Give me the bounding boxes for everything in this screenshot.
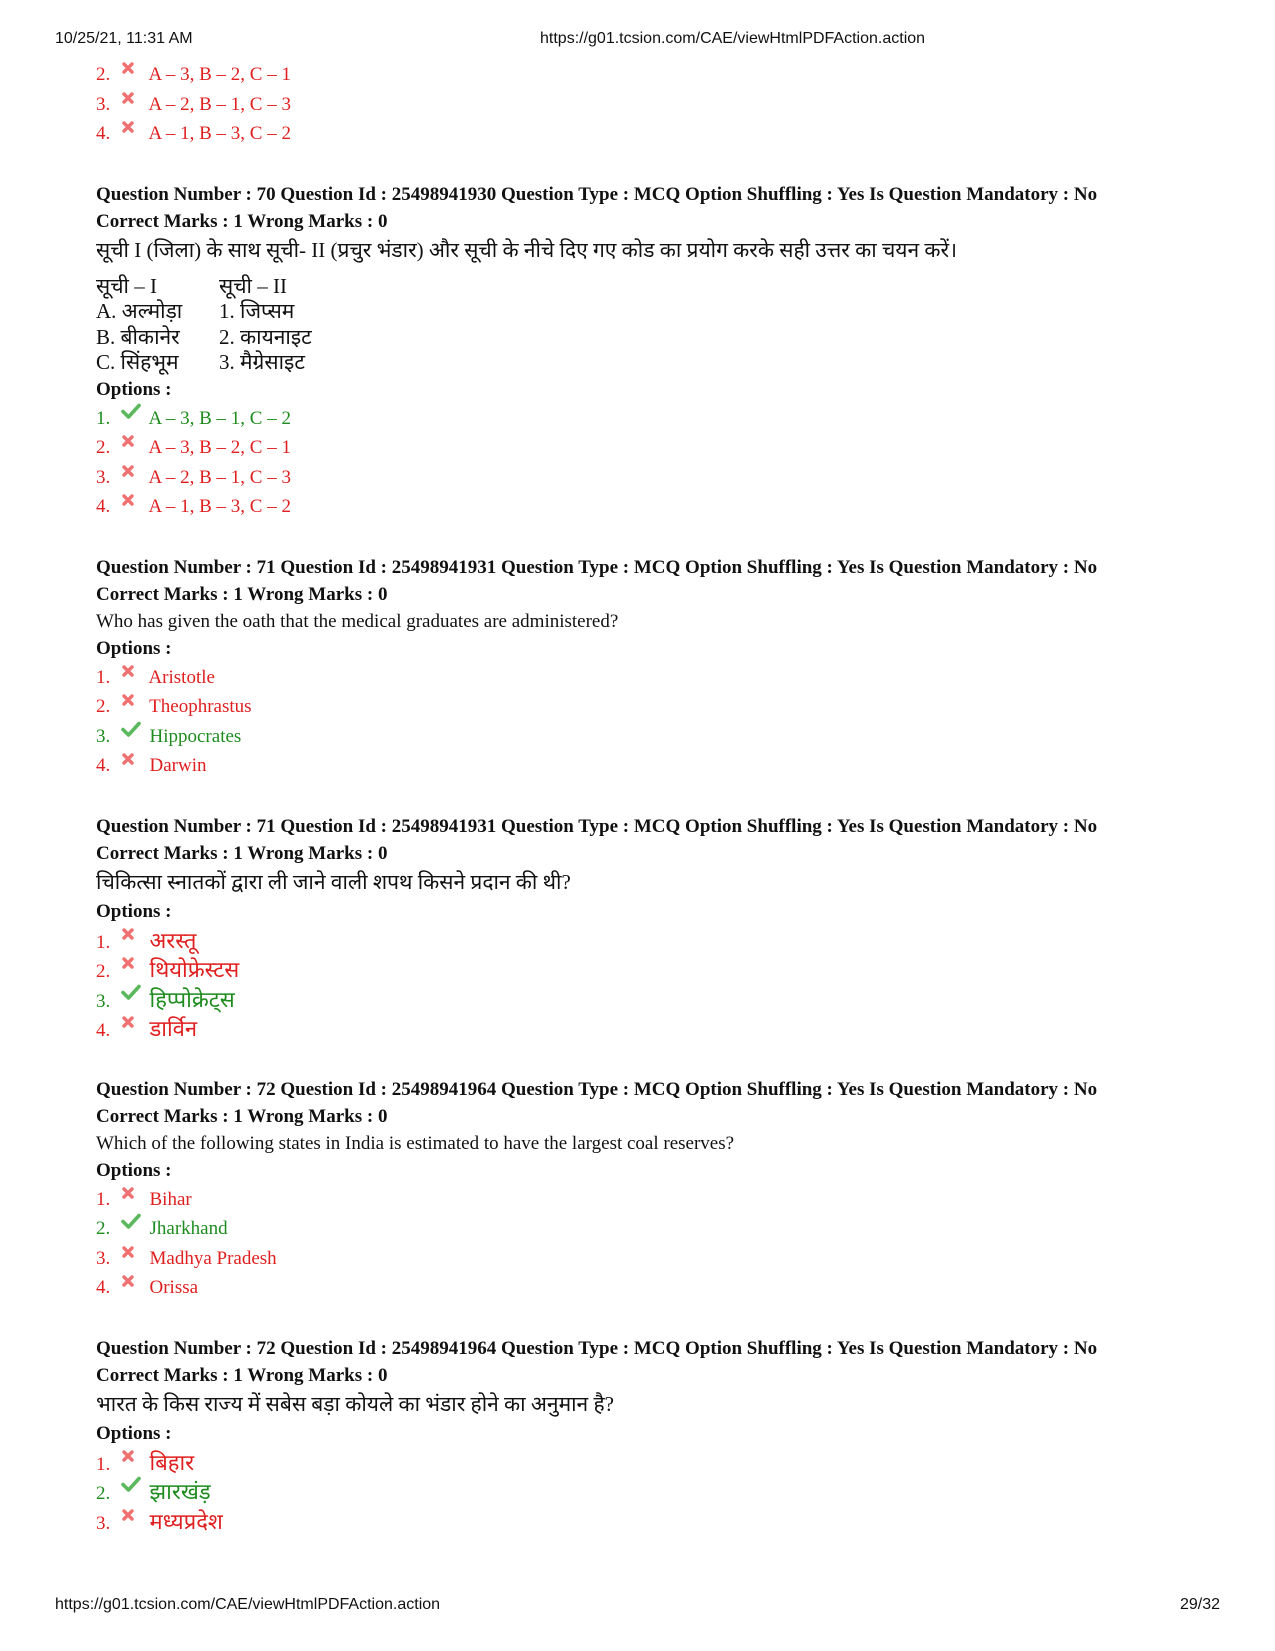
check-icon	[121, 1472, 145, 1502]
cross-icon	[121, 1268, 145, 1298]
option-text: A – 3, B – 1, C – 2	[148, 407, 291, 429]
option-number: 2.	[96, 961, 111, 982]
question-marks: Correct Marks : 1 Wrong Marks : 0	[96, 583, 388, 605]
list-1-item: A. अल्मोड़ा	[96, 299, 183, 323]
check-icon	[121, 399, 145, 429]
option-number: 3.	[96, 990, 111, 1012]
option-item	[96, 119, 1206, 149]
option-item	[96, 1273, 1206, 1303]
option-text: Hippocrates	[149, 725, 242, 747]
option-text: Madhya Pradesh	[149, 1247, 277, 1269]
option-item	[96, 751, 1206, 781]
options-label: Options :	[96, 1159, 172, 1181]
option-text: A – 1, B – 3, C – 2	[148, 496, 291, 517]
option-number: 3.	[96, 93, 111, 115]
option-text: A – 3, B – 2, C – 1	[148, 64, 291, 85]
option-number: 3.	[96, 466, 111, 488]
options-label: Options :	[96, 378, 172, 400]
cross-icon	[121, 85, 145, 115]
option-number: 3.	[96, 725, 111, 747]
list-2-item: 1. जिप्सम	[219, 299, 295, 323]
question-meta: Question Number : 72 Question Id : 25498941964 Question Type : MCQ Option Shuffling : Yes Is Question Mandatory : No	[96, 1078, 1098, 1100]
cross-icon	[121, 1180, 145, 1210]
option-text: झारखंड़	[149, 1479, 211, 1504]
option-text: मध्यप्रदेश	[149, 1508, 223, 1534]
option-number: 1.	[96, 407, 111, 429]
option-number: 1.	[96, 1188, 111, 1210]
option-item	[96, 1477, 1206, 1507]
check-icon	[121, 980, 145, 1010]
option-item	[96, 1185, 1206, 1215]
option-item	[96, 1244, 1206, 1274]
list-2-heading: सूची – II	[219, 273, 287, 298]
option-text: A – 1, B – 3, C – 2	[148, 123, 291, 144]
cross-icon	[121, 921, 145, 951]
question-marks: Correct Marks : 1 Wrong Marks : 0	[96, 1105, 388, 1127]
question-block	[96, 813, 1206, 1044]
option-text: हिप्पोक्रेट्स	[149, 986, 235, 1012]
cross-icon	[121, 687, 145, 717]
option-item	[96, 1214, 1206, 1244]
option-number: 2.	[96, 64, 111, 85]
cross-icon	[121, 1009, 145, 1039]
option-item	[96, 433, 1206, 463]
question-text: चिकित्सा स्नातकों द्वारा ली जाने वाली शपथ किसने प्रदान की थी?	[96, 869, 571, 894]
option-text: A – 2, B – 1, C – 3	[148, 466, 291, 488]
page-number: 29/32	[1179, 1596, 1220, 1613]
cross-icon	[121, 746, 145, 776]
option-item	[96, 1448, 1206, 1478]
cross-icon	[121, 55, 145, 85]
option-number: 4.	[96, 1277, 111, 1298]
question-marks: Correct Marks : 1 Wrong Marks : 0	[96, 210, 388, 232]
option-item	[96, 955, 1206, 985]
option-number: 1.	[96, 931, 111, 953]
question-text: Who has given the oath that the medical graduates are administered?	[96, 610, 619, 632]
option-item	[96, 1507, 1206, 1537]
option-item	[96, 722, 1206, 752]
header-url: https://g01.tcsion.com/CAE/viewHtmlPDFAction.action	[540, 30, 926, 47]
cross-icon	[121, 1443, 145, 1473]
question-text: भारत के किस राज्य में सबेस बड़ा कोयले का भंडार होने का अनुमान है?	[96, 1391, 614, 1416]
question-block	[96, 181, 1206, 522]
header-datetime: 10/25/21, 11:31 AM	[55, 30, 193, 47]
option-number: 4.	[96, 496, 111, 517]
cross-icon	[121, 658, 145, 688]
option-number: 2.	[96, 437, 111, 458]
question-meta: Question Number : 71 Question Id : 25498941931 Question Type : MCQ Option Shuffling : Yes Is Question Mandatory : No	[96, 815, 1098, 837]
list-1-heading: सूची – I	[96, 273, 157, 298]
option-number: 1.	[96, 666, 111, 688]
options-label: Options :	[96, 637, 172, 659]
option-item	[96, 692, 1206, 722]
check-icon	[121, 717, 145, 747]
carryover-options	[96, 60, 1206, 149]
option-number: 4.	[96, 123, 111, 144]
option-text: डार्विन	[149, 1016, 198, 1041]
page-content	[96, 60, 1206, 1536]
cross-icon	[121, 458, 145, 488]
cross-icon	[121, 487, 145, 517]
option-text: Aristotle	[148, 666, 215, 688]
option-item	[96, 1014, 1206, 1044]
option-text: Jharkhand	[149, 1218, 228, 1239]
question-marks: Correct Marks : 1 Wrong Marks : 0	[96, 1364, 388, 1386]
check-icon	[121, 1209, 145, 1239]
question-block	[96, 554, 1206, 781]
question-block	[96, 1335, 1206, 1537]
question-meta: Question Number : 71 Question Id : 25498941931 Question Type : MCQ Option Shuffling : Yes Is Question Mandatory : No	[96, 556, 1098, 578]
cross-icon	[121, 950, 145, 980]
cross-icon	[121, 114, 145, 144]
option-number: 3.	[96, 1512, 111, 1534]
list-2-item: 3. मैग्रेसाइट	[219, 350, 305, 374]
option-item	[96, 90, 1206, 120]
option-item	[96, 663, 1206, 693]
option-text: Orissa	[149, 1277, 199, 1298]
option-number: 4.	[96, 1020, 111, 1041]
option-item	[96, 463, 1206, 493]
option-item	[96, 492, 1206, 522]
cross-icon	[121, 1502, 145, 1532]
option-text: Theophrastus	[149, 696, 252, 717]
question-text: सूची I (जिला) के साथ सूची- II (प्रचुर भंडार) और सूची के नीचे दिए गए कोड का प्रयोग करके सही उत्तर का चयन करें।	[96, 237, 958, 262]
option-number: 1.	[96, 1453, 111, 1475]
footer-url: https://g01.tcsion.com/CAE/viewHtmlPDFAction.action	[55, 1596, 441, 1613]
match-table	[96, 274, 1206, 376]
list-1-item: B. बीकानेर	[96, 324, 180, 349]
option-number: 2.	[96, 696, 111, 717]
cross-icon	[121, 428, 145, 458]
question-text: Which of the following states in India is estimated to have the largest coal reserves?	[96, 1132, 735, 1154]
option-text: Darwin	[149, 755, 207, 776]
option-number: 3.	[96, 1247, 111, 1269]
option-number: 4.	[96, 755, 111, 776]
option-item	[96, 404, 1206, 434]
option-number: 2.	[96, 1483, 111, 1504]
option-text: बिहार	[149, 1449, 195, 1475]
list-2-item: 2. कायनाइट	[219, 324, 312, 349]
option-text: A – 3, B – 2, C – 1	[148, 437, 291, 458]
option-item	[96, 60, 1206, 90]
option-number: 2.	[96, 1218, 111, 1239]
options-label: Options :	[96, 900, 172, 922]
option-text: थियोफ्रेस्टस	[149, 957, 240, 982]
option-text: Bihar	[149, 1188, 192, 1210]
option-item	[96, 926, 1206, 956]
option-text: अरस्तू	[149, 927, 197, 953]
question-marks: Correct Marks : 1 Wrong Marks : 0	[96, 842, 388, 864]
question-block	[96, 1076, 1206, 1303]
list-1-item: C. सिंहभूम	[96, 350, 179, 374]
options-label: Options :	[96, 1422, 172, 1444]
question-meta: Question Number : 72 Question Id : 25498941964 Question Type : MCQ Option Shuffling : Yes Is Question Mandatory : No	[96, 1337, 1098, 1359]
cross-icon	[121, 1239, 145, 1269]
question-meta: Question Number : 70 Question Id : 25498941930 Question Type : MCQ Option Shuffling : Yes Is Question Mandatory : No	[96, 183, 1098, 205]
option-text: A – 2, B – 1, C – 3	[148, 93, 291, 115]
option-item	[96, 985, 1206, 1015]
